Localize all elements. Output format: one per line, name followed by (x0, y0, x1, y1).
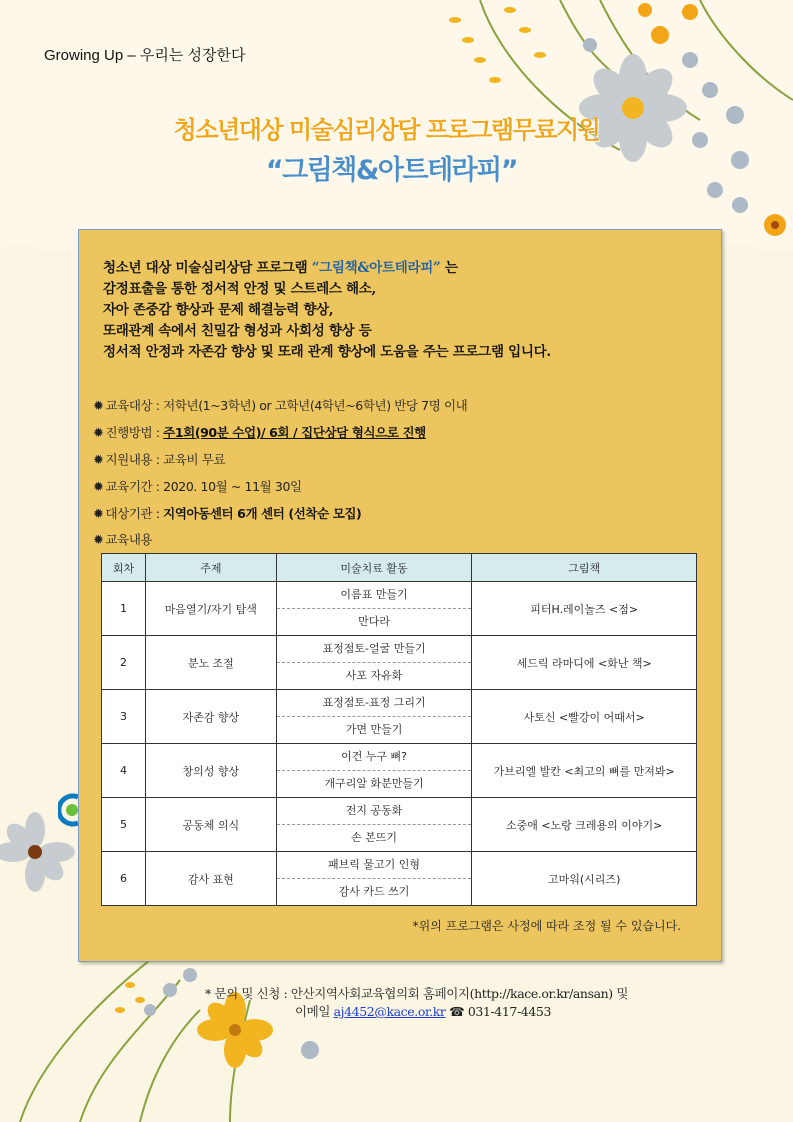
table-row: 5 공동체 의식 전지 공동화 손 본뜨기 소중애 <노랑 크레용의 이야기> (102, 798, 697, 852)
info-period: ✹ 교육기간 : 2020. 10월 ~ 11월 30일 (93, 479, 302, 495)
email-link[interactable]: aj4452@kace.or.kr (333, 1004, 446, 1019)
intro-line-3: 자아 존중감 향상과 문제 해결능력 향상, (103, 302, 334, 318)
info-contents: ✹ 교육내용 (93, 532, 153, 548)
table-row: 1 마음열기/자기 탐색 이름표 만들기 만다라 피터H.레이놀즈 <점> (102, 582, 697, 636)
sun-bullet-icon: ✹ (93, 533, 104, 548)
intro-line-5: 정서적 안정과 자존감 향상 및 또래 관계 향상에 도움을 주는 프로그램 입니다. (103, 344, 551, 360)
sun-bullet-icon: ✹ (93, 426, 104, 441)
info-target: ✹ 교육대상 : 저학년(1~3학년) or 고학년(4학년~6학년) 반당 7명 이내 (93, 398, 468, 414)
program-name-highlight: “그림책&아트테라피” (311, 260, 441, 276)
info-institution: ✹ 대상기관 : 지역아동센터 6개 센터 (선착순 모집) (93, 506, 362, 522)
intro-line-2: 감정표출을 통한 정서적 안정 및 스트레스 해소, (103, 281, 376, 297)
sun-bullet-icon: ✹ (93, 507, 104, 522)
headline-main: 청소년대상 미술심리상담 프로그램무료지원 (173, 116, 600, 144)
contact-line-1: * 문의 및 신청 : 안산지역사회교육협의회 홈페이지(http://kace.or.kr/ansan) 및 (205, 986, 629, 1001)
table-row: 3 자존감 향상 표정점토-표정 그리기 가면 만들기 사토신 <빨강이 어때서> (102, 690, 697, 744)
headline-program-name: “그림책&아트테라피” (265, 155, 518, 186)
phone-number: 031-417-4453 (464, 1004, 551, 1019)
header-topic: 주제 (145, 554, 276, 582)
intro-line-1: 청소년 대상 미술심리상담 프로그램 “그림책&아트테라피” 는 (103, 260, 458, 276)
contact-label: * 문의 및 신청 (205, 986, 280, 1001)
adjustment-note: *위의 프로그램은 사정에 따라 조정 될 수 있습니다. (412, 919, 681, 933)
intro-line-4: 또래관계 속에서 친밀감 형성과 사회성 향상 등 (103, 323, 372, 339)
page-top-title: Growing Up – 우리는 성장한다 (44, 47, 246, 64)
contact-info (205, 985, 628, 1021)
header-session: 회차 (102, 554, 146, 582)
info-support: ✹ 지원내용 : 교육비 무료 (93, 452, 226, 468)
schedule-table (101, 553, 697, 906)
sun-bullet-icon: ✹ (93, 453, 104, 468)
table-row: 6 감사 표현 패브릭 물고기 인형 감사 카드 쓰기 고마워(시리즈) (102, 852, 697, 906)
header-picture-book: 그림책 (472, 554, 697, 582)
intro-paragraph (103, 258, 703, 363)
table-row: 4 창의성 향상 이건 누구 뼈? 개구리알 화분만들기 가브리엘 발칸 <최고의 뼈를 만져봐> (102, 744, 697, 798)
header-activity: 미술치료 활동 (276, 554, 472, 582)
table-row: 2 분노 조절 표정점토-얼굴 만들기 사포 자유화 세드릭 라마디에 <화난 책> (102, 636, 697, 690)
info-method: ✹ 진행방법 : 주1회(90분 수업)/ 6회 / 집단상담 형식으로 진행 (93, 425, 426, 441)
sun-bullet-icon: ✹ (93, 399, 104, 414)
table-header-row (102, 554, 697, 582)
sun-bullet-icon: ✹ (93, 480, 104, 495)
contact-line-2: 이메일 aj4452@kace.or.kr ☎ 031-417-4453 (295, 1004, 551, 1019)
program-info-panel (78, 229, 722, 962)
phone-icon: ☎ (449, 1004, 465, 1019)
